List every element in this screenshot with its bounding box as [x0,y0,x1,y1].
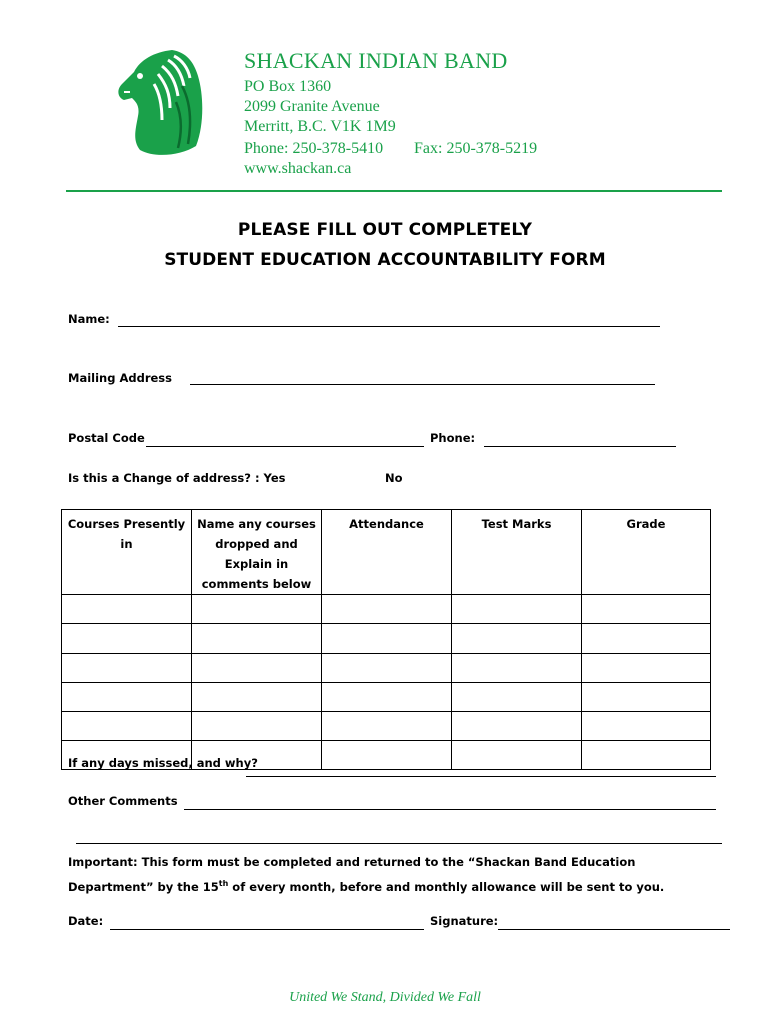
table-cell[interactable] [322,741,452,770]
table-header-row [62,510,711,595]
postal-code-label: Postal Code [68,431,145,445]
table-cell[interactable] [452,595,582,624]
important-notice-prefix: Important: This form must be completed and returned to the “Shackan Band Education Department” by the 15 [68,855,636,894]
table-cell[interactable] [192,624,322,654]
courses-header: Courses Presently in [62,510,192,595]
table-cell[interactable] [322,624,452,654]
table-cell[interactable] [582,683,711,712]
table-row [62,683,711,712]
table-cell[interactable] [62,624,192,654]
table-cell[interactable] [192,683,322,712]
phone-field[interactable] [484,446,676,447]
days-missed-field[interactable] [246,776,716,777]
test-marks-header: Test Marks [452,510,582,595]
postal-code-field[interactable] [146,446,424,447]
courses-table [61,509,711,770]
days-missed-label: If any days missed, and why? [68,756,258,770]
form-title: STUDENT EDUCATION ACCOUNTABILITY FORM [164,250,606,270]
table-cell[interactable] [582,624,711,654]
grade-header: Grade [582,510,711,595]
table-cell[interactable] [452,624,582,654]
address-po-box: PO Box 1360 [244,78,332,95]
table-cell[interactable] [322,654,452,683]
table-cell[interactable] [322,712,452,741]
motto: United We Stand, Divided We Fall [289,990,481,1005]
important-notice-suffix: of every month, before and monthly allowance will be sent to you. [228,879,665,894]
table-cell[interactable] [582,595,711,624]
table-cell[interactable] [322,595,452,624]
signature-label: Signature: [430,914,499,928]
table-row [62,595,711,624]
table-cell[interactable] [62,712,192,741]
table-cell[interactable] [62,595,192,624]
fax-number: Fax: 250-378-5219 [414,140,538,157]
important-notice [68,852,708,898]
table-cell[interactable] [452,654,582,683]
table-row [62,712,711,741]
other-comments-field-line2[interactable] [76,843,722,844]
name-label: Name: [68,312,110,326]
table-cell[interactable] [192,595,322,624]
dropped-courses-header: Name any courses dropped and Explain in comments below [192,510,322,595]
horse-logo-icon [110,46,206,158]
other-comments-field[interactable] [184,809,716,810]
name-field[interactable] [118,326,660,327]
table-cell[interactable] [322,683,452,712]
phone-label: Phone: [430,431,476,445]
organization-name: SHACKAN INDIAN BAND [244,48,508,73]
page-title: PLEASE FILL OUT COMPLETELY [237,220,533,240]
other-comments-label: Other Comments [68,794,178,808]
table-cell[interactable] [62,654,192,683]
table-cell[interactable] [582,654,711,683]
important-notice-sup: th [218,879,229,888]
attendance-header: Attendance [322,510,452,595]
table-cell[interactable] [452,712,582,741]
change-of-address-yes[interactable]: Is this a Change of address? : Yes [68,471,286,485]
mailing-address-field[interactable] [190,384,655,385]
date-label: Date: [68,914,104,928]
address-street: 2099 Granite Avenue [244,98,380,115]
table-row [62,654,711,683]
table-cell[interactable] [582,741,711,770]
date-field[interactable] [110,929,424,930]
website-link[interactable]: www.shackan.ca [244,160,352,177]
table-cell[interactable] [192,654,322,683]
table-cell[interactable] [452,683,582,712]
change-of-address-no[interactable]: No [385,471,403,485]
address-city: Merritt, B.C. V1K 1M9 [244,118,396,135]
header-divider [66,190,722,192]
phone-number: Phone: 250-378-5410 [244,140,384,157]
mailing-address-label: Mailing Address [68,371,172,385]
table-row [62,624,711,654]
signature-field[interactable] [498,929,730,930]
table-cell[interactable] [192,712,322,741]
table-cell[interactable] [582,712,711,741]
table-cell[interactable] [452,741,582,770]
table-cell[interactable] [62,683,192,712]
